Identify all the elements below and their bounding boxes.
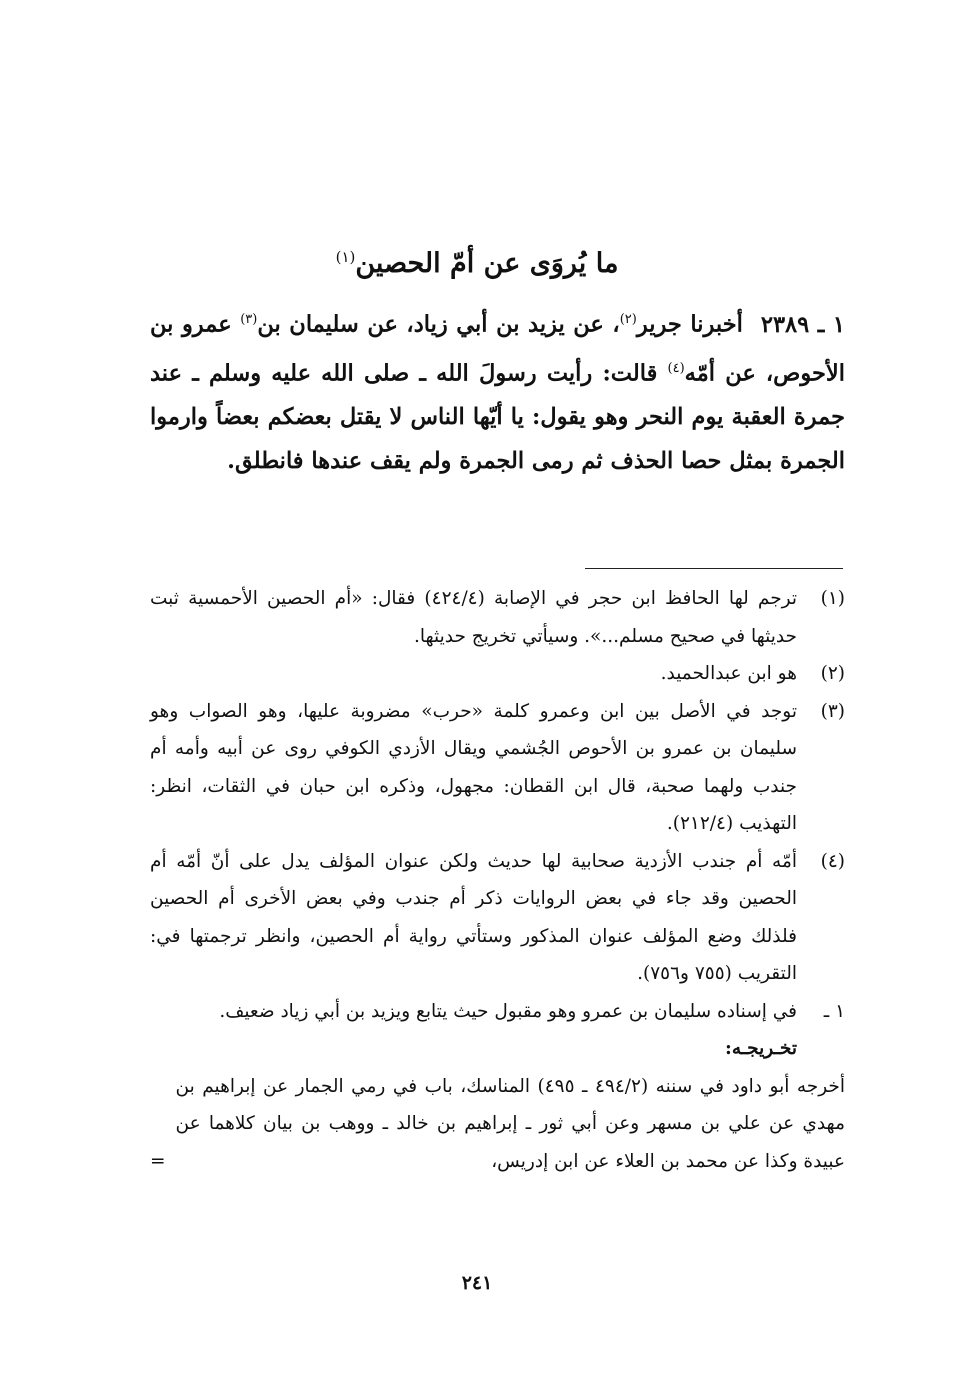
takhrij: [150, 1068, 845, 1181]
footnote-4: [150, 843, 845, 993]
hadith-part-3: عمرو بن الأحوص، عن أمّه: [150, 311, 845, 386]
takhrij-heading: تخـريجـه:: [725, 1038, 797, 1059]
isnad-note-number: ١ ـ: [823, 1000, 845, 1022]
isnad-note: [150, 993, 845, 1031]
footnote-ref-4: (٤): [667, 360, 685, 376]
continuation-mark: =: [150, 1150, 166, 1172]
footnote-number: (١): [820, 588, 845, 609]
footnote-ref-3: (٣): [240, 312, 258, 327]
footnote-3: [150, 693, 845, 843]
page-number: ٢٤١: [461, 1272, 493, 1294]
footnote-ref-2: (٢): [619, 312, 637, 327]
footnote-1: [150, 580, 845, 655]
footnote-2: [150, 655, 845, 693]
hadith-number: ١ ـ ٢٣٨٩: [760, 311, 846, 338]
footnote-text: أمّه أم جندب الأزدية صحابية لها حديث ولكن عنوان المؤلف يدل على أنّ أمّه أم الحصين وقد جاء في بعض الروايات ذكر أم جندب وفي بعض الأخرى أم الحصين فلذلك وضع المؤلف عنوان المذكور وستأتي رواية أم الحصين، وانظر ترجمتها في: التقريب (٧٥٥ و٧٥٦).: [150, 850, 797, 984]
footnote-separator: [585, 568, 843, 569]
isnad-note-text: في إسناده سليمان بن عمرو وهو مقبول حيث يتابع ويزيد بن أبي زياد ضعيف.: [219, 1000, 797, 1022]
hadith-part-1: أخبرنا جرير: [636, 311, 743, 338]
hadith-text: [150, 298, 845, 483]
takhrij-text: أخرجه أبو داود في سننه (٤٩٤/٢ ـ ٤٩٥) المناسك، باب في رمي الجمار عن إبراهيم بن مهدي عن علي بن مسهر وعن أبي ثور ـ إبراهيم بن خالد ـ ووهب بن بيان كلاهما عن عبيدة وكذا عن محمد بن العلاء عن ابن إدريس،: [175, 1075, 845, 1172]
footnote-text: هو ابن عبدالحميد.: [660, 663, 797, 684]
hadith-part-2: ، عن يزيد بن أبي زياد، عن سليمان بن: [257, 311, 620, 338]
chapter-title-text: ما يُروَى عن أمّ الحصين: [355, 248, 619, 279]
footnote-text: توجد في الأصل بين ابن وعمرو كلمة «حرب» مضروبة عليها، وهو الصواب وهو سليمان بن عمرو بن الأحوص الجُشمي ويقال الأزدي الكوفي روى عن أبيه وأمه أم جندب ولهما صحبة، قال ابن القطان: مجهول، وذكره ابن حبان في الثقات، انظر: التهذيب (٢١٢/٤).: [150, 700, 797, 834]
footnote-number: (٤): [820, 850, 845, 872]
chapter-title-footnote-ref: (١): [335, 248, 356, 266]
footnote-number: (٢): [820, 663, 845, 684]
notes-area: [150, 580, 845, 1180]
footnote-text: ترجم لها الحافظ ابن حجر في الإصابة (٤٢٤/٤) فقال: «أم الحصين الأحمسية ثبت حديثها في صحيح مسلم...». وسيأتي تخريج حديثها.: [150, 588, 798, 647]
chapter-title: [0, 248, 954, 279]
footnote-number: (٣): [820, 700, 845, 722]
hadith-part-4: قالت: رأيت رسولَ الله ـ صلى الله عليه وسلم ـ عند جمرة العقبة يوم النحر وهو يقول: يا أيّها الناس لا يقتل بعضكم بعضاً وارموا الجمرة بمثل حصا الحذف ثم رمى الجمرة ولم يقف عندها فانطلق.: [150, 360, 845, 474]
